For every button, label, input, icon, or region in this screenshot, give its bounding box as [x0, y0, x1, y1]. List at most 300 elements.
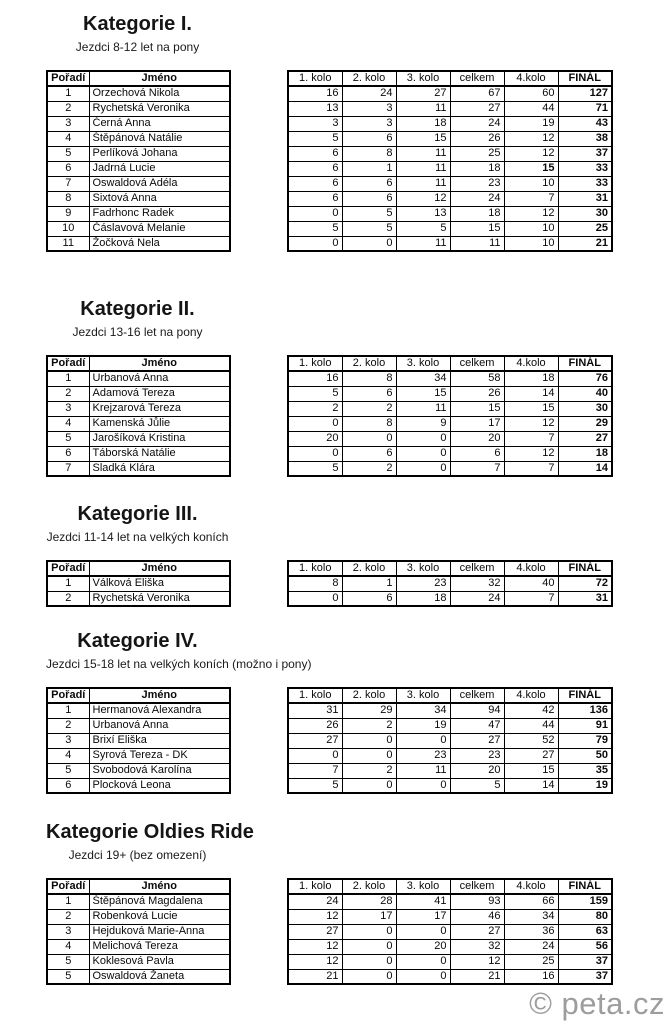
score-cell: 0 — [288, 446, 342, 461]
rank-cell: 3 — [47, 924, 89, 939]
rank-cell: 2 — [47, 101, 89, 116]
rank-cell: 4 — [47, 131, 89, 146]
table-row — [47, 191, 230, 206]
score-column-header: 3. kolo — [396, 879, 450, 894]
score-cell: 15 — [504, 401, 558, 416]
score-cell: 27 — [450, 733, 504, 748]
score-cell: 15 — [504, 161, 558, 176]
name-cell: Čáslavová Melanie — [89, 221, 230, 236]
names-table-head — [47, 561, 230, 576]
score-cell: 13 — [288, 101, 342, 116]
rank-cell: 4 — [47, 748, 89, 763]
final-cell: 30 — [558, 206, 612, 221]
table-row — [47, 221, 230, 236]
final-cell: 79 — [558, 733, 612, 748]
score-column-header: 2. kolo — [342, 879, 396, 894]
final-cell: 30 — [558, 401, 612, 416]
score-column-header: 1. kolo — [288, 688, 342, 703]
score-cell: 16 — [504, 969, 558, 984]
header-row — [47, 561, 230, 576]
table-row — [47, 401, 230, 416]
name-cell: Rychetská Veronika — [89, 101, 230, 116]
rank-column-header: Pořadí — [47, 356, 89, 371]
scores-table — [287, 70, 613, 252]
score-cell: 6 — [342, 191, 396, 206]
table-row — [47, 116, 230, 131]
category-title: Kategorie Oldies Ride — [46, 821, 254, 843]
table-row — [288, 718, 612, 733]
table-row — [47, 431, 230, 446]
score-cell: 27 — [288, 733, 342, 748]
names-table — [46, 687, 231, 794]
score-cell: 46 — [450, 909, 504, 924]
table-row — [288, 778, 612, 793]
score-cell: 24 — [450, 191, 504, 206]
score-cell: 27 — [450, 924, 504, 939]
rank-cell: 9 — [47, 206, 89, 221]
final-cell: 31 — [558, 591, 612, 606]
table-row — [47, 236, 230, 251]
names-table-head — [47, 356, 230, 371]
final-cell: 35 — [558, 763, 612, 778]
rank-cell: 1 — [47, 576, 89, 591]
name-column-header: Jméno — [89, 688, 230, 703]
score-cell: 31 — [288, 703, 342, 718]
score-cell: 20 — [450, 763, 504, 778]
category-section — [0, 297, 667, 477]
tables-row — [46, 878, 667, 985]
table-row — [288, 236, 612, 251]
scores-table-body — [288, 86, 612, 251]
score-cell: 5 — [288, 386, 342, 401]
final-cell: 29 — [558, 416, 612, 431]
score-cell: 6 — [342, 386, 396, 401]
score-cell: 93 — [450, 894, 504, 909]
final-cell: 31 — [558, 191, 612, 206]
score-cell: 2 — [342, 763, 396, 778]
score-cell: 7 — [504, 591, 558, 606]
table-row — [47, 778, 230, 793]
names-table-head — [47, 688, 230, 703]
score-cell: 5 — [342, 206, 396, 221]
names-table-body — [47, 703, 230, 793]
header-row — [288, 879, 612, 894]
final-cell: 76 — [558, 371, 612, 386]
rank-cell: 4 — [47, 416, 89, 431]
name-cell: Hermanová Alexandra — [89, 703, 230, 718]
scores-table — [287, 560, 613, 607]
category-header — [46, 297, 229, 339]
scores-table-body — [288, 703, 612, 793]
name-cell: Syrová Tereza - DK — [89, 748, 230, 763]
score-cell: 58 — [450, 371, 504, 386]
score-column-header: celkem — [450, 71, 504, 86]
scores-table — [287, 687, 613, 794]
score-cell: 6 — [288, 161, 342, 176]
name-cell: Orzechová Nikola — [89, 86, 230, 101]
table-row — [288, 924, 612, 939]
score-column-header: celkem — [450, 879, 504, 894]
names-table — [46, 878, 231, 985]
score-cell: 17 — [450, 416, 504, 431]
table-row — [288, 401, 612, 416]
score-cell: 0 — [342, 748, 396, 763]
table-row — [47, 924, 230, 939]
category-section — [0, 820, 667, 985]
score-cell: 0 — [396, 778, 450, 793]
rank-column-header: Pořadí — [47, 879, 89, 894]
score-cell: 27 — [504, 748, 558, 763]
final-cell: 71 — [558, 101, 612, 116]
score-cell: 11 — [450, 236, 504, 251]
category-subtitle: Jezdci 19+ (bez omezení) — [68, 848, 207, 862]
name-cell: Robenková Lucie — [89, 909, 230, 924]
header-row — [288, 356, 612, 371]
final-cell: 43 — [558, 116, 612, 131]
final-cell: 38 — [558, 131, 612, 146]
names-table-head — [47, 879, 230, 894]
score-cell: 5 — [288, 461, 342, 476]
rank-column-header: Pořadí — [47, 561, 89, 576]
table-row — [288, 748, 612, 763]
final-cell: 19 — [558, 778, 612, 793]
score-cell: 0 — [396, 446, 450, 461]
score-cell: 25 — [504, 954, 558, 969]
score-cell: 16 — [288, 371, 342, 386]
scores-table — [287, 878, 613, 985]
table-row — [288, 576, 612, 591]
table-row — [288, 733, 612, 748]
table-row — [288, 591, 612, 606]
score-cell: 3 — [288, 116, 342, 131]
score-column-header: FINÁL — [558, 879, 612, 894]
final-cell: 37 — [558, 954, 612, 969]
name-cell: Perlíková Johana — [89, 146, 230, 161]
score-cell: 15 — [450, 221, 504, 236]
score-cell: 47 — [450, 718, 504, 733]
name-column-header: Jméno — [89, 71, 230, 86]
final-cell: 136 — [558, 703, 612, 718]
rank-cell: 3 — [47, 401, 89, 416]
score-column-header: 2. kolo — [342, 688, 396, 703]
score-cell: 0 — [396, 924, 450, 939]
table-row — [47, 386, 230, 401]
header-row — [288, 71, 612, 86]
score-cell: 0 — [288, 206, 342, 221]
category-header — [46, 629, 312, 671]
score-cell: 0 — [342, 431, 396, 446]
score-cell: 67 — [450, 86, 504, 101]
score-cell: 27 — [288, 924, 342, 939]
names-table-body — [47, 371, 230, 476]
score-cell: 7 — [450, 461, 504, 476]
table-row — [288, 763, 612, 778]
score-cell: 24 — [450, 591, 504, 606]
score-column-header: 4.kolo — [504, 879, 558, 894]
table-row — [47, 591, 230, 606]
rank-cell: 5 — [47, 954, 89, 969]
score-cell: 0 — [396, 461, 450, 476]
name-cell: Plocková Leona — [89, 778, 230, 793]
table-row — [288, 116, 612, 131]
score-cell: 18 — [396, 591, 450, 606]
final-cell: 25 — [558, 221, 612, 236]
score-cell: 6 — [342, 131, 396, 146]
table-row — [288, 954, 612, 969]
final-cell: 80 — [558, 909, 612, 924]
score-cell: 0 — [342, 969, 396, 984]
table-row — [288, 386, 612, 401]
table-row — [47, 748, 230, 763]
final-cell: 18 — [558, 446, 612, 461]
score-cell: 0 — [342, 939, 396, 954]
names-table-body — [47, 576, 230, 606]
names-table-body — [47, 86, 230, 251]
score-cell: 5 — [288, 221, 342, 236]
rank-cell: 3 — [47, 116, 89, 131]
name-column-header: Jméno — [89, 879, 230, 894]
final-cell: 37 — [558, 969, 612, 984]
table-row — [47, 703, 230, 718]
name-cell: Kamenská Jůlie — [89, 416, 230, 431]
names-table — [46, 355, 231, 477]
name-cell: Sladká Klára — [89, 461, 230, 476]
final-cell: 21 — [558, 236, 612, 251]
table-row — [47, 146, 230, 161]
score-cell: 60 — [504, 86, 558, 101]
table-row — [288, 461, 612, 476]
scores-table-head — [288, 688, 612, 703]
score-cell: 5 — [288, 131, 342, 146]
scores-table-head — [288, 356, 612, 371]
score-cell: 0 — [288, 748, 342, 763]
final-cell: 127 — [558, 86, 612, 101]
table-row — [288, 894, 612, 909]
table-row — [47, 161, 230, 176]
score-cell: 21 — [450, 969, 504, 984]
rank-cell: 3 — [47, 733, 89, 748]
score-cell: 6 — [342, 446, 396, 461]
score-cell: 0 — [288, 416, 342, 431]
score-column-header: 3. kolo — [396, 356, 450, 371]
score-cell: 36 — [504, 924, 558, 939]
score-cell: 18 — [504, 371, 558, 386]
final-cell: 37 — [558, 146, 612, 161]
score-cell: 5 — [450, 778, 504, 793]
score-column-header: 1. kolo — [288, 879, 342, 894]
score-cell: 23 — [396, 576, 450, 591]
score-cell: 8 — [342, 416, 396, 431]
score-cell: 15 — [396, 386, 450, 401]
score-cell: 7 — [504, 431, 558, 446]
name-cell: Žočková Nela — [89, 236, 230, 251]
score-cell: 11 — [396, 146, 450, 161]
score-cell: 24 — [342, 86, 396, 101]
table-row — [47, 763, 230, 778]
table-row — [47, 954, 230, 969]
score-cell: 23 — [396, 748, 450, 763]
category-section — [0, 502, 667, 607]
table-row — [288, 86, 612, 101]
name-cell: Štěpánová Natálie — [89, 131, 230, 146]
category-header — [46, 502, 229, 544]
table-row — [47, 576, 230, 591]
score-cell: 12 — [288, 939, 342, 954]
category-header — [46, 12, 229, 54]
score-column-header: celkem — [450, 356, 504, 371]
rank-cell: 1 — [47, 703, 89, 718]
header-row — [47, 688, 230, 703]
name-column-header: Jméno — [89, 356, 230, 371]
table-row — [47, 371, 230, 386]
score-column-header: 1. kolo — [288, 71, 342, 86]
score-cell: 6 — [342, 176, 396, 191]
score-cell: 12 — [396, 191, 450, 206]
score-cell: 11 — [396, 401, 450, 416]
names-table-head — [47, 71, 230, 86]
final-cell: 27 — [558, 431, 612, 446]
rank-cell: 6 — [47, 778, 89, 793]
score-cell: 14 — [504, 386, 558, 401]
table-row — [47, 101, 230, 116]
rank-cell: 6 — [47, 446, 89, 461]
header-row — [288, 561, 612, 576]
final-cell: 159 — [558, 894, 612, 909]
score-cell: 24 — [504, 939, 558, 954]
table-row — [47, 939, 230, 954]
scores-table-head — [288, 561, 612, 576]
score-cell: 94 — [450, 703, 504, 718]
category-title: Kategorie II. — [80, 298, 195, 320]
score-cell: 5 — [342, 221, 396, 236]
final-cell: 56 — [558, 939, 612, 954]
score-cell: 5 — [288, 778, 342, 793]
watermark: © peta.cz — [529, 986, 665, 1021]
score-column-header: FINÁL — [558, 71, 612, 86]
category-subtitle: Jezdci 15-18 let na velkých koních (možno i pony) — [46, 657, 312, 671]
final-cell: 72 — [558, 576, 612, 591]
rank-cell: 7 — [47, 176, 89, 191]
category-header — [46, 820, 254, 862]
score-cell: 27 — [450, 101, 504, 116]
score-cell: 15 — [396, 131, 450, 146]
score-cell: 16 — [288, 86, 342, 101]
table-row — [47, 969, 230, 984]
table-row — [47, 131, 230, 146]
name-cell: Válková Eliška — [89, 576, 230, 591]
score-cell: 6 — [450, 446, 504, 461]
table-row — [288, 176, 612, 191]
score-cell: 6 — [288, 191, 342, 206]
score-cell: 32 — [450, 576, 504, 591]
table-row — [47, 894, 230, 909]
score-cell: 15 — [504, 763, 558, 778]
score-cell: 1 — [342, 576, 396, 591]
score-cell: 0 — [342, 733, 396, 748]
score-cell: 20 — [288, 431, 342, 446]
name-cell: Melichová Tereza — [89, 939, 230, 954]
final-cell: 33 — [558, 161, 612, 176]
score-cell: 8 — [288, 576, 342, 591]
name-column-header: Jméno — [89, 561, 230, 576]
score-cell: 18 — [450, 161, 504, 176]
table-row — [288, 131, 612, 146]
score-cell: 12 — [504, 146, 558, 161]
name-cell: Adamová Tereza — [89, 386, 230, 401]
name-cell: Jadrná Lucie — [89, 161, 230, 176]
rank-cell: 1 — [47, 86, 89, 101]
score-cell: 0 — [396, 733, 450, 748]
table-row — [47, 86, 230, 101]
score-cell: 3 — [342, 101, 396, 116]
name-cell: Urbanová Anna — [89, 371, 230, 386]
category-section — [0, 629, 667, 794]
score-column-header: 1. kolo — [288, 356, 342, 371]
tables-row — [46, 687, 667, 794]
score-column-header: 1. kolo — [288, 561, 342, 576]
score-cell: 34 — [396, 371, 450, 386]
score-cell: 12 — [504, 416, 558, 431]
score-column-header: 2. kolo — [342, 561, 396, 576]
name-cell: Koklesová Pavla — [89, 954, 230, 969]
table-row — [47, 206, 230, 221]
tables-row — [46, 355, 667, 477]
score-cell: 12 — [288, 909, 342, 924]
name-cell: Černá Anna — [89, 116, 230, 131]
scores-table-head — [288, 879, 612, 894]
scores-table — [287, 355, 613, 477]
table-row — [47, 416, 230, 431]
score-cell: 7 — [504, 461, 558, 476]
rank-cell: 10 — [47, 221, 89, 236]
score-cell: 23 — [450, 748, 504, 763]
score-cell: 12 — [450, 954, 504, 969]
name-cell: Táborská Natálie — [89, 446, 230, 461]
rank-column-header: Pořadí — [47, 71, 89, 86]
score-cell: 9 — [396, 416, 450, 431]
score-column-header: celkem — [450, 561, 504, 576]
name-cell: Sixtová Anna — [89, 191, 230, 206]
score-cell: 34 — [504, 909, 558, 924]
score-cell: 7 — [504, 191, 558, 206]
table-row — [47, 733, 230, 748]
final-cell: 50 — [558, 748, 612, 763]
rank-cell: 2 — [47, 591, 89, 606]
score-cell: 7 — [288, 763, 342, 778]
score-column-header: 3. kolo — [396, 71, 450, 86]
score-cell: 0 — [396, 954, 450, 969]
scores-table-body — [288, 371, 612, 476]
score-cell: 12 — [504, 206, 558, 221]
name-cell: Svobodová Karolína — [89, 763, 230, 778]
score-column-header: 4.kolo — [504, 561, 558, 576]
rank-cell: 5 — [47, 431, 89, 446]
name-cell: Brixí Eliška — [89, 733, 230, 748]
table-row — [288, 969, 612, 984]
rank-cell: 1 — [47, 371, 89, 386]
name-cell: Hejduková Marie-Anna — [89, 924, 230, 939]
score-cell: 18 — [396, 116, 450, 131]
score-column-header: 2. kolo — [342, 71, 396, 86]
category-subtitle: Jezdci 8-12 let na pony — [75, 40, 200, 54]
score-cell: 24 — [288, 894, 342, 909]
score-cell: 29 — [342, 703, 396, 718]
table-row — [288, 431, 612, 446]
names-table-body — [47, 894, 230, 984]
name-cell: Oswaldová Adéla — [89, 176, 230, 191]
name-cell: Jarošíková Kristina — [89, 431, 230, 446]
table-row — [47, 909, 230, 924]
